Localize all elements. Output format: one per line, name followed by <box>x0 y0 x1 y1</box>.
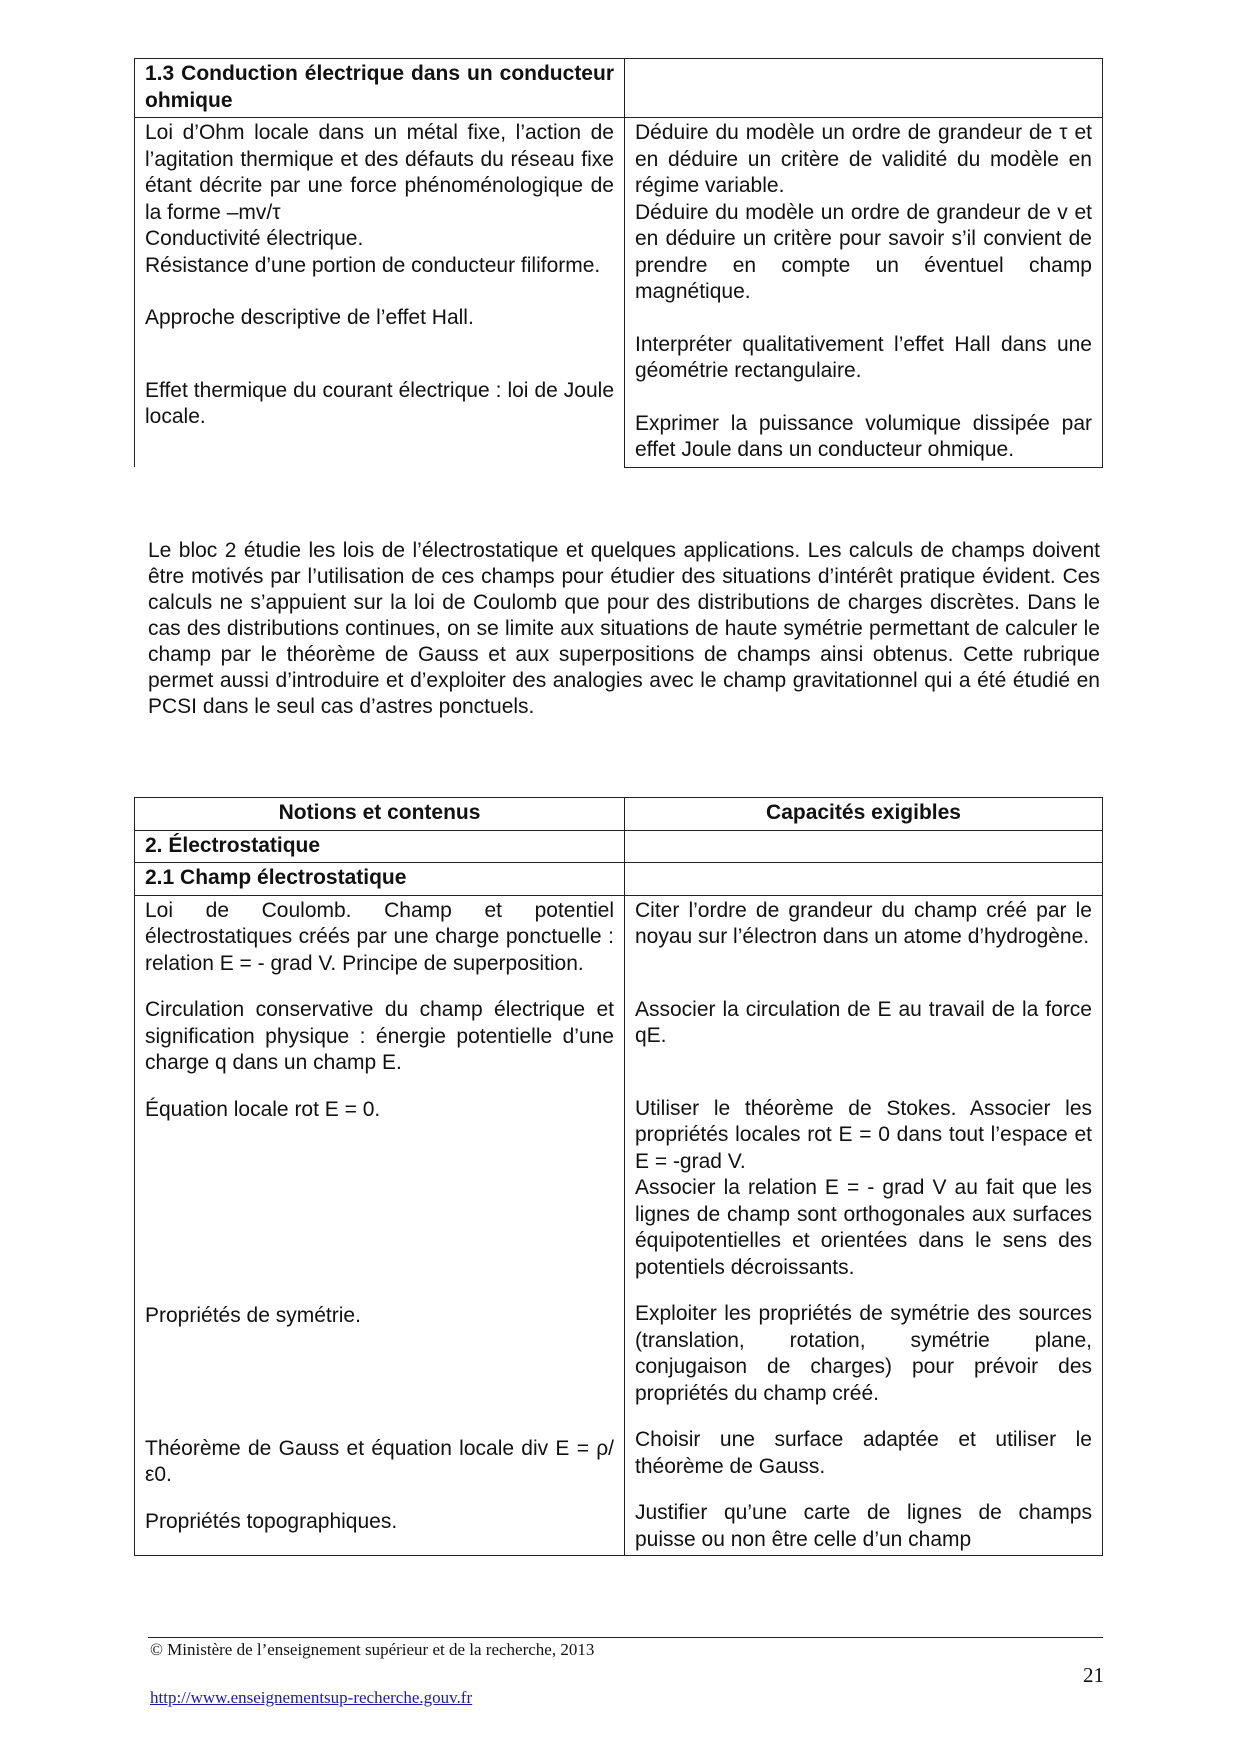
notion-text: Loi d’Ohm locale dans un métal fixe, l’action de l’agitation thermique et des défauts du réseau fixe étant décrite par une force phénoménologique de la forme –mv/τ <box>145 121 614 224</box>
notion-text: Conductivité électrique. <box>145 227 364 250</box>
notion-text: Approche descriptive de l’effet Hall. <box>145 306 474 329</box>
footer-copyright: © Ministère de l’enseignement supérieur et de la recherche, 2013 <box>150 1640 595 1659</box>
capacity-text: Choisir une surface adaptée et utiliser le théorème de Gauss. <box>635 1428 1092 1478</box>
notion-text: Théorème de Gauss et équation locale div E = ρ/ε0. <box>145 1436 614 1486</box>
capacity-text: Déduire du modèle un ordre de grandeur de v et en déduire un critère pour savoir s’il convient de prendre en compte un éventuel champ magnétique. <box>635 200 1092 303</box>
capacity-text: Associer la circulation de E au travail de la force qE. <box>635 997 1092 1047</box>
table-conduction <box>134 58 1103 468</box>
section-heading: 2. Électrostatique <box>135 830 625 863</box>
column-header-notions: Notions et contenus <box>135 798 625 831</box>
notion-text: Résistance d’une portion de conducteur filiforme. <box>145 253 601 277</box>
section-heading: 1.3 Conduction électrique dans un conducteur ohmique <box>135 59 625 118</box>
table-row <box>135 59 1103 118</box>
capacity-text: Utiliser le théorème de Stokes. Associer les propriétés locales rot E = 0 dans tout l’espace et E = -grad V. <box>635 1096 1092 1173</box>
column-header-capacites: Capacités exigibles <box>625 798 1103 831</box>
page-number: 21 <box>1083 1663 1104 1687</box>
footer-divider <box>148 1637 1103 1638</box>
capacity-text: Exploiter les propriétés de symétrie des sources (translation, rotation, symétrie plane, conjugaison de charges) pour prévoir des propriétés du champ créé. <box>635 1302 1092 1405</box>
capacity-text: Justifier qu’une carte de lignes de champs puisse ou non être celle d’un champ <box>635 1501 1092 1551</box>
notion-text: Effet thermique du courant électrique : loi de Joule locale. <box>145 378 614 428</box>
table-row <box>135 895 1103 1556</box>
notion-text: Circulation conservative du champ électrique et signification physique : énergie potentielle d’une charge q dans un champ E. <box>145 998 614 1074</box>
table-electrostatique <box>134 797 1103 1556</box>
table-row <box>135 830 1103 863</box>
table-row <box>135 863 1103 896</box>
capacity-text: Associer la relation E = - grad V au fait que les lignes de champ sont orthogonales aux surfaces équipotentielles et orientées dans le sens des potentiels décroissants. <box>635 1176 1092 1279</box>
intro-paragraph: Le bloc 2 étudie les lois de l’électrostatique et quelques applications. Les calculs de champs doivent être motivés par l’utilisation de ces champs pour étudier des situations d’intérêt pratique évident. Ces calculs ne s’appuient sur la loi de Coulomb que pour des distributions de charges discrètes. Dans le cas des distributions continues, on se limite aux situations de haute symétrie permettant de calculer le champ par le théorème de Gauss et aux superpositions de champs ainsi obtenus. Cette rubrique permet aussi d’introduire et d’exploiter des analogies avec le champ gravitationnel qui a été étudié en PCSI dans le seul cas d’astres ponctuels. <box>148 539 1100 718</box>
capacity-text: Déduire du modèle un ordre de grandeur de τ et en déduire un critère de validité du modèle en régime variable. <box>635 121 1092 197</box>
footer-url-link[interactable]: http://www.enseignementsup-recherche.gouv.fr <box>150 1688 473 1707</box>
notion-text: Équation locale rot E = 0. <box>145 1097 381 1121</box>
notion-cell <box>135 118 625 468</box>
capacity-text: Exprimer la puissance volumique dissipée par effet Joule dans un conducteur ohmique. <box>635 411 1092 461</box>
table-row <box>135 118 1103 468</box>
capacity-text: Interpréter qualitativement l’effet Hall dans une géométrie rectangulaire. <box>635 332 1092 382</box>
table-header-row <box>135 798 1103 831</box>
capacity-text: Citer l’ordre de grandeur du champ créé par le noyau sur l’électron dans un atome d’hydrogène. <box>635 898 1092 948</box>
notion-text: Propriétés de symétrie. <box>145 1304 361 1327</box>
capacity-cell <box>625 118 1103 468</box>
capacity-cell <box>625 895 1103 1556</box>
notion-text: Loi de Coulomb. Champ et potentiel électrostatiques créés par une charge ponctuelle : relation E = - grad V. Principe de superposition. <box>145 898 614 975</box>
notion-text: Propriétés topographiques. <box>145 1509 398 1533</box>
notion-cell <box>135 895 625 1556</box>
subsection-heading: 2.1 Champ électrostatique <box>135 863 625 896</box>
